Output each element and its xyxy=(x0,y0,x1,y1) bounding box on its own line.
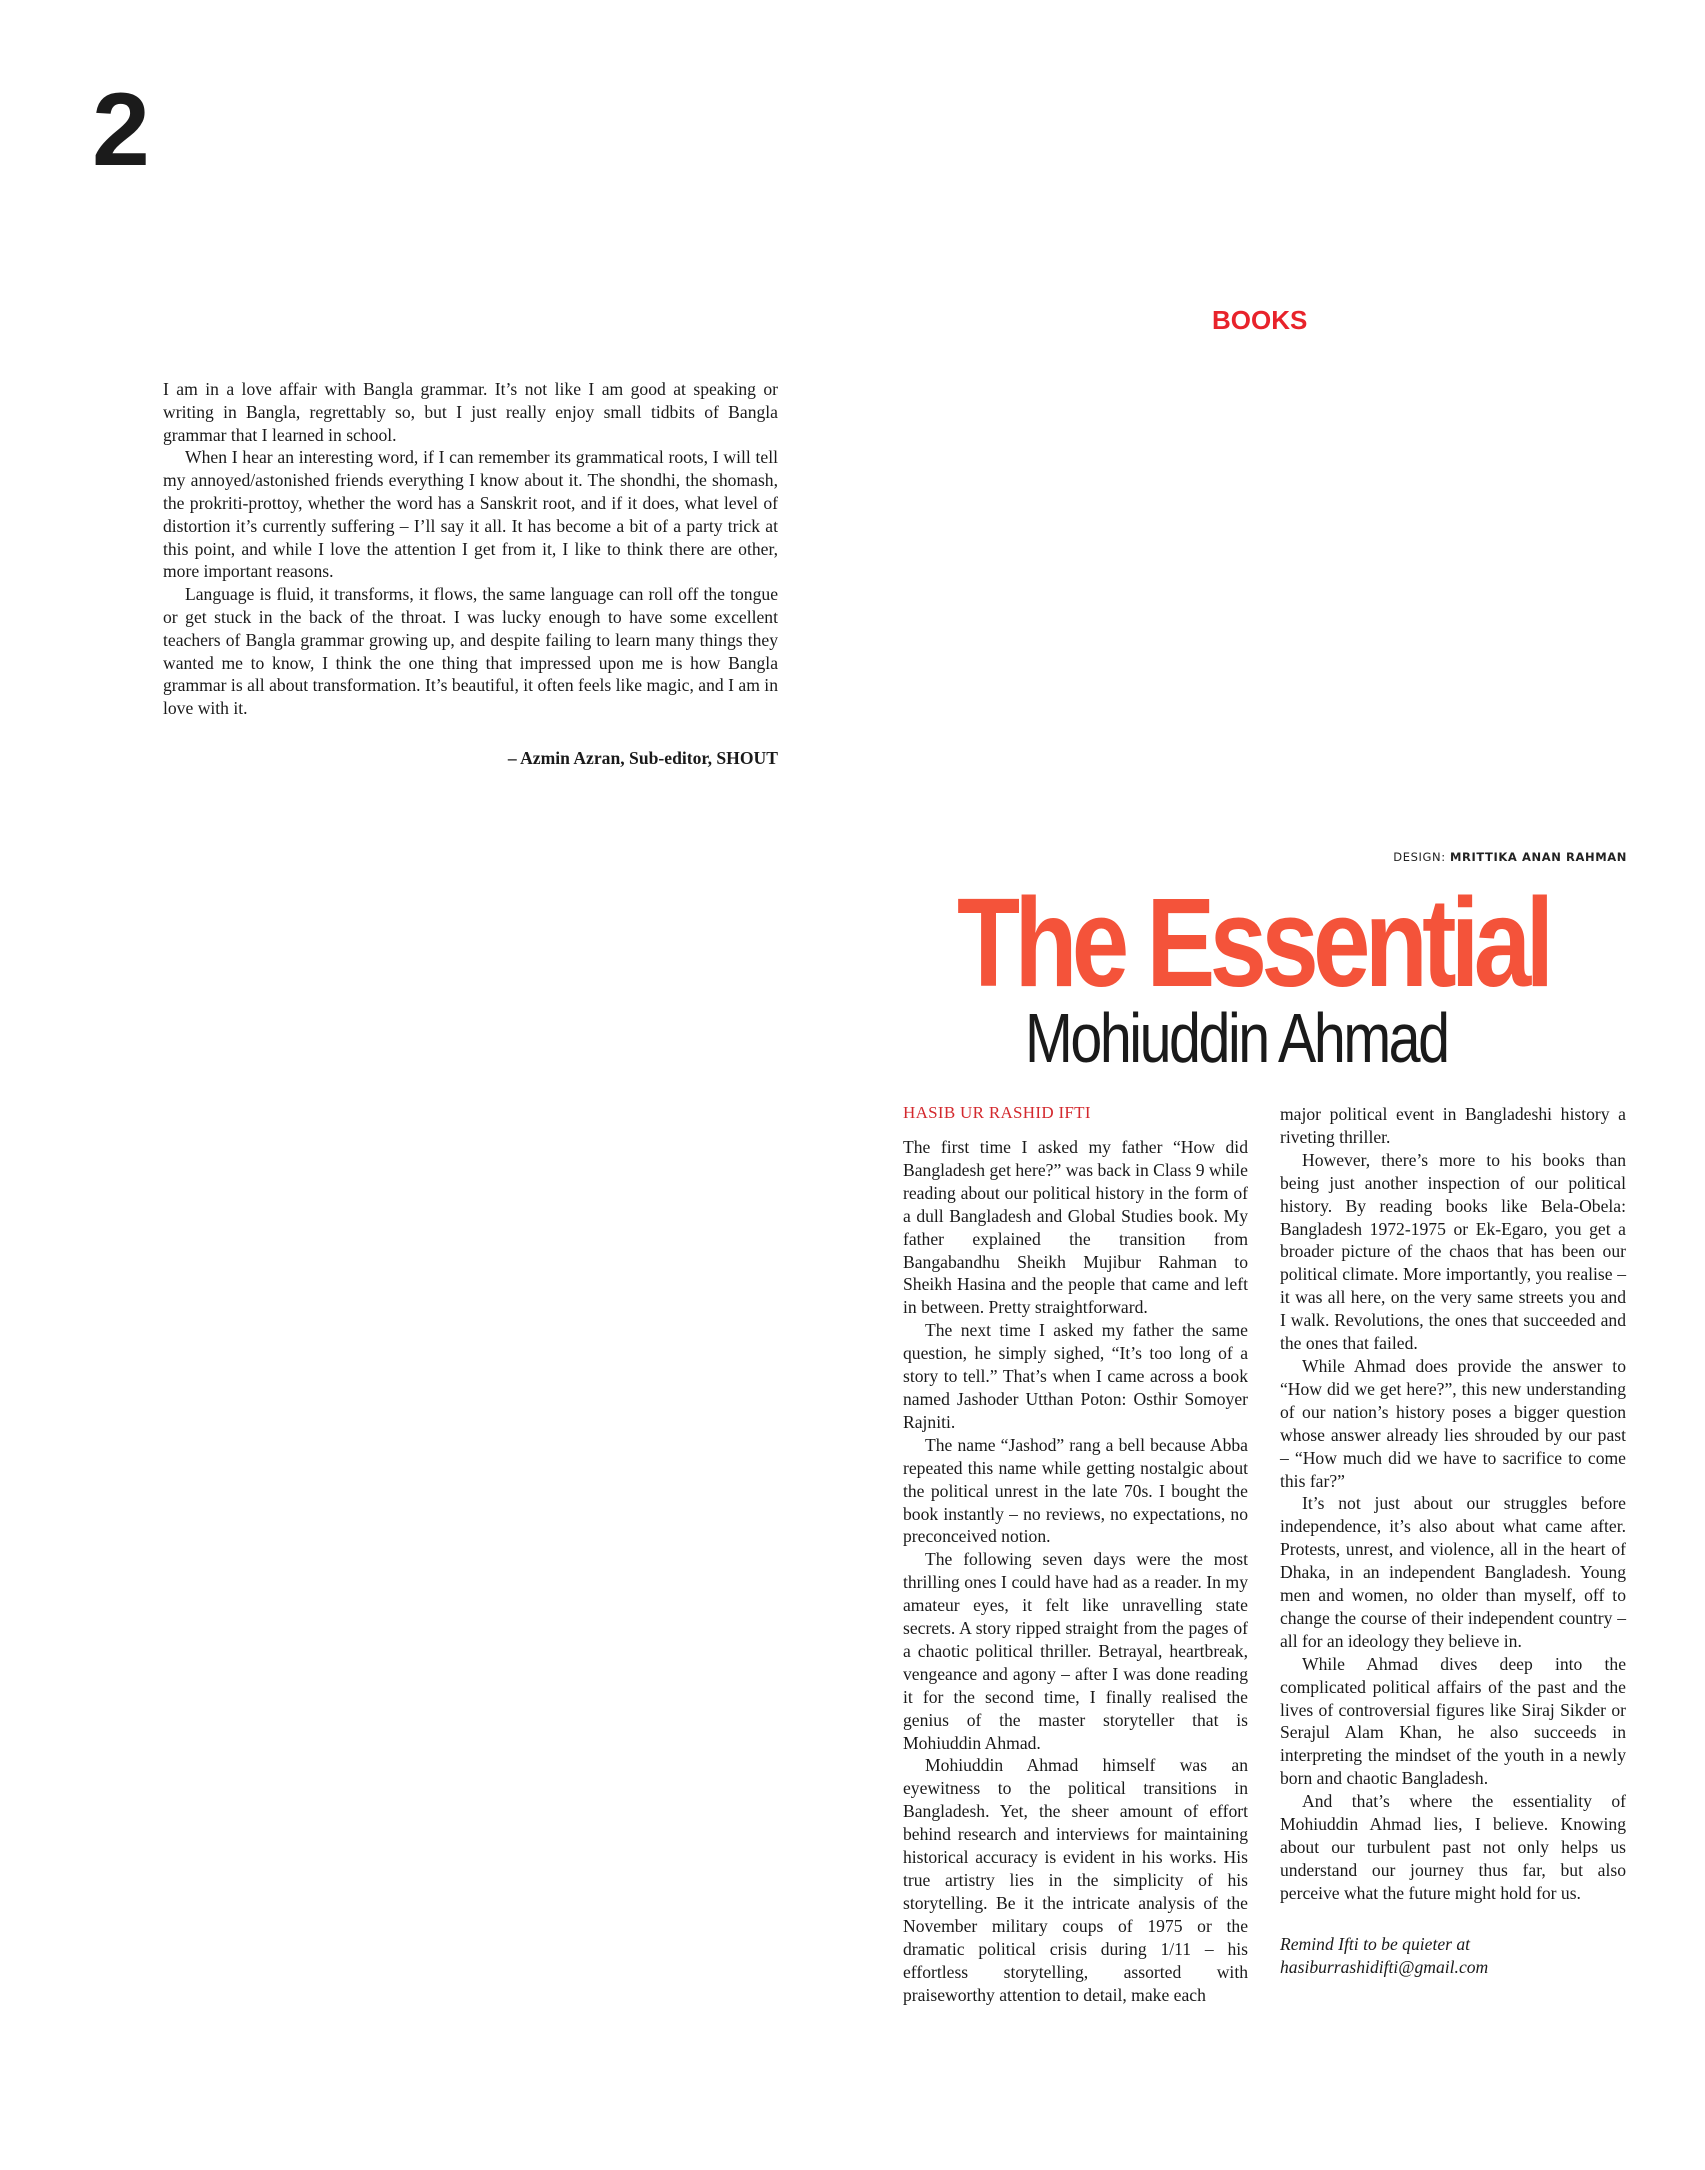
article-paragraph: While Ahmad dives deep into the complicated political affairs of the past and the lives of controversial figures like Siraj Sikder or Serajul Alam Khan, he also succeeds in interpreting the mindset of the youth in a newly born and chaotic Bangladesh. xyxy=(1280,1653,1626,1789)
essay-paragraph: Language is fluid, it transforms, it flows, the same language can roll off the tongue or get stuck in the back of the throat. I was lucky enough to have some excellent teachers of Bangla grammar growing up, and despite failing to learn many things they wanted me to know, I think the one thing that impressed upon me is how Bangla grammar is all about transformation. It’s beautiful, it often feels like magic, and I am in love with it. xyxy=(163,584,778,719)
essay-paragraph: I am in a love affair with Bangla grammar. It’s not like I am good at speaking or writing in Bangla, regrettably so, but I just really enjoy small tidbits of Bangla grammar that I learned in school. xyxy=(163,379,778,445)
article-headline: The Essential xyxy=(957,872,1549,1013)
article-paragraph: The name “Jashod” rang a bell because Abba repeated this name while getting nostalgic about the political unrest in the late 70s. I bought the book instantly – no reviews, no expectations, no preconceived notion. xyxy=(903,1434,1248,1547)
section-label: BOOKS xyxy=(1212,305,1308,335)
article-paragraph: major political event in Bangladeshi history a riveting thriller. xyxy=(1280,1104,1626,1147)
article-paragraph: Mohiuddin Ahmad himself was an eyewitness to the political transitions in Bangladesh. Yet, the sheer amount of effort behind research and interviews for maintaining historical accuracy is evident in his works. His true artistry lies in the simplicity of his storytelling. Be it the intricate analysis of the November military coups of 1975 or the dramatic political crisis during 1/11 – his effortless storytelling, assorted with praiseworthy attention to detail, make each xyxy=(903,1755,1248,2005)
article-paragraph: While Ahmad does provide the answer to “How did we get here?”, this new understanding of our nation’s history poses a bigger question whose answer already lies shrouded by our past – “How much did we have to sacrifice to come this far?” xyxy=(1280,1355,1626,1491)
article-paragraph: The first time I asked my father “How did Bangladesh get here?” was back in Class 9 while reading about our political history in the form of a dull Bangladesh and Global Studies book. My father explained the transition from Bangabandhu Sheikh Mujibur Rahman to Sheikh Hasina and the people that came and left in between. Pretty straightforward. xyxy=(903,1137,1248,1318)
essay-paragraph: When I hear an interesting word, if I can remember its grammatical roots, I will tell my annoyed/astonished friends everything I know about it. The shondhi, the shomash, the prokriti-prottoy, whether the word has a Sanskrit root, and if it does, what level of distortion it’s currently suffering – I’ll say it all. It has become a bit of a party trick at this point, and while I love the attention I get from it, I like to think there are other, more important reasons. xyxy=(163,447,778,582)
article-paragraph: It’s not just about our struggles before independence, it’s also about what came after. Protests, unrest, and violence, all in the heart of Dhaka, in an independent Bangladesh. Young men and women, no older than myself, off to change the course of their independent country – all for an ideology they believe in. xyxy=(1280,1493,1626,1651)
article-subhead: Mohiuddin Ahmad xyxy=(1025,999,1448,1077)
article-column-left xyxy=(903,1136,1248,2006)
article-paragraph: However, there’s more to his books than being just another inspection of our political history. By reading books like Bela-Obela: Bangladesh 1972-1975 or Ek-Egaro, you get a broader picture of the chaos that has been our political climate. More importantly, you realise – it was all here, on the very same streets you and I walk. Revolutions, the ones that succeeded and the ones that failed. xyxy=(1280,1149,1626,1354)
author-sign-off xyxy=(1280,1933,1626,1979)
design-credit-name: MRITTIKA ANAN RAHMAN xyxy=(1449,850,1627,864)
design-credit xyxy=(1393,850,1627,864)
author-email[interactable]: hasiburrashidifti@gmail.com xyxy=(1280,1956,1489,1977)
article-column-right xyxy=(1280,1103,1626,1979)
article-byline: HASIB UR RASHID IFTI xyxy=(903,1103,1091,1122)
article-paragraph: And that’s where the essentiality of Mohiuddin Ahmad lies, I believe. Knowing about our turbulent past not only helps us understand our journey thus far, but also perceive what the future might hold for us. xyxy=(1280,1791,1626,1903)
sidebar-essay xyxy=(163,378,778,720)
page-number: 2 xyxy=(92,72,150,188)
essay-credit: – Azmin Azran, Sub-editor, SHOUT xyxy=(507,748,778,768)
sign-off-line: Remind Ifti to be quieter at xyxy=(1280,1933,1471,1954)
article-paragraph: The next time I asked my father the same question, he simply sighed, “It’s too long of a story to tell.” That’s when I came across a book named Jashoder Utthan Poton: Osthir Somoyer Rajniti. xyxy=(903,1320,1248,1432)
article-paragraph: The following seven days were the most thrilling ones I could have had as a reader. In my amateur eyes, it felt like unravelling state secrets. A story ripped straight from the pages of a chaotic political thriller. Betrayal, heartbreak, vengeance and agony – after I was done reading it for the second time, I finally realised the genius of the master storyteller that is Mohiuddin Ahmad. xyxy=(903,1549,1248,1753)
design-credit-label: DESIGN: xyxy=(1393,850,1446,864)
